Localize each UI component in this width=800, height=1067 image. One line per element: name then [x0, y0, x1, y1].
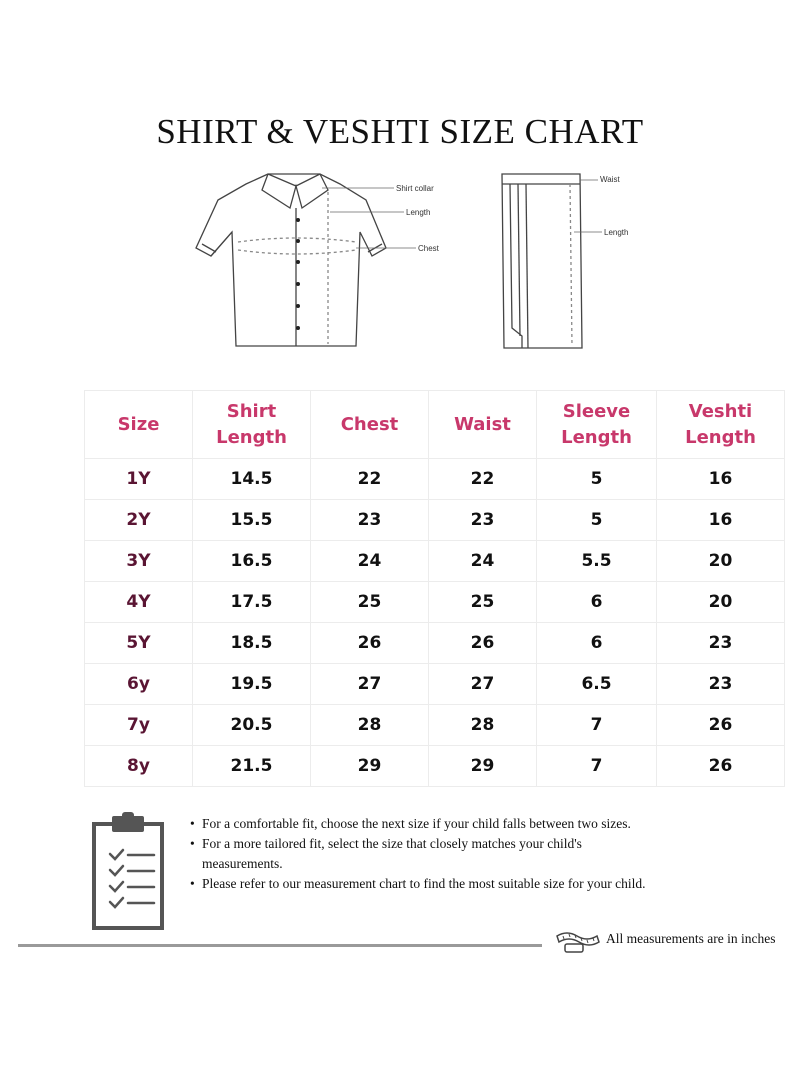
size-cell: 3Y — [85, 541, 193, 582]
veshti-length-callout: Length — [604, 228, 629, 237]
waist-cell: 22 — [429, 459, 537, 500]
veshti-callout-lines — [574, 180, 602, 232]
size-cell: 5Y — [85, 623, 193, 664]
chest-cell: 22 — [311, 459, 429, 500]
waist-cell: 29 — [429, 746, 537, 787]
measuring-tape-icon — [555, 928, 601, 959]
header-veshti-length: Veshti Length — [657, 391, 785, 459]
size-cell: 7y — [85, 705, 193, 746]
waist-cell: 28 — [429, 705, 537, 746]
list-item: • For a comfortable fit, choose the next size if your child falls between two sizes. — [190, 814, 650, 834]
shirt-length-cell: 18.5 — [193, 623, 311, 664]
veshti-length-cell: 26 — [657, 705, 785, 746]
sleeve-length-cell: 7 — [537, 705, 657, 746]
sleeve-length-cell: 7 — [537, 746, 657, 787]
garment-illustrations — [0, 160, 800, 360]
waist-cell: 25 — [429, 582, 537, 623]
chest-cell: 28 — [311, 705, 429, 746]
header-sleeve-length: Sleeve Length — [537, 391, 657, 459]
chest-cell: 26 — [311, 623, 429, 664]
chest-cell: 29 — [311, 746, 429, 787]
waist-cell: 23 — [429, 500, 537, 541]
table-row — [85, 459, 785, 500]
sleeve-length-cell: 5.5 — [537, 541, 657, 582]
table-row — [85, 500, 785, 541]
chest-cell: 27 — [311, 664, 429, 705]
waist-cell: 24 — [429, 541, 537, 582]
table-row — [85, 705, 785, 746]
list-item: • For a more tailored fit, select the size that closely matches your child's measurements. — [190, 834, 650, 874]
sleeve-length-cell: 5 — [537, 459, 657, 500]
clipboard-checklist-icon — [90, 812, 166, 937]
sleeve-length-cell: 6.5 — [537, 664, 657, 705]
chest-cell: 23 — [311, 500, 429, 541]
table-row — [85, 623, 785, 664]
shirt-length-cell: 21.5 — [193, 746, 311, 787]
shirt-length-callout: Length — [406, 208, 431, 217]
header-shirt-length: Shirt Length — [193, 391, 311, 459]
size-cell: 4Y — [85, 582, 193, 623]
shirt-chest-callout: Chest — [418, 244, 439, 253]
shirt-length-cell: 14.5 — [193, 459, 311, 500]
fit-notes-list — [190, 814, 650, 894]
chest-cell: 24 — [311, 541, 429, 582]
table-row — [85, 582, 785, 623]
size-cell: 1Y — [85, 459, 193, 500]
sleeve-length-cell: 6 — [537, 623, 657, 664]
veshti-length-cell: 23 — [657, 664, 785, 705]
size-cell: 2Y — [85, 500, 193, 541]
shirt-callout-lines — [322, 188, 416, 248]
veshti-illustration — [502, 174, 582, 348]
veshti-length-cell: 20 — [657, 582, 785, 623]
shirt-collar-callout: Shirt collar — [396, 184, 434, 193]
header-size: Size — [85, 391, 193, 459]
table-header-row — [85, 391, 785, 459]
veshti-length-cell: 20 — [657, 541, 785, 582]
page-title: SHIRT & VESHTI SIZE CHART — [156, 112, 644, 151]
units-note: All measurements are in inches — [606, 931, 776, 946]
shirt-length-cell: 20.5 — [193, 705, 311, 746]
waist-cell: 26 — [429, 623, 537, 664]
size-cell: 6y — [85, 664, 193, 705]
list-item: • Please refer to our measurement chart to find the most suitable size for your child. — [190, 874, 650, 894]
header-waist: Waist — [429, 391, 537, 459]
table-row — [85, 664, 785, 705]
veshti-length-cell: 16 — [657, 459, 785, 500]
table-row — [85, 746, 785, 787]
size-table — [84, 390, 785, 787]
header-chest: Chest — [311, 391, 429, 459]
table-row — [85, 541, 785, 582]
shirt-length-cell: 15.5 — [193, 500, 311, 541]
veshti-length-cell: 16 — [657, 500, 785, 541]
sleeve-length-cell: 6 — [537, 582, 657, 623]
garment-diagram — [0, 160, 800, 360]
sleeve-length-cell: 5 — [537, 500, 657, 541]
veshti-waist-callout: Waist — [600, 175, 620, 184]
waist-cell: 27 — [429, 664, 537, 705]
shirt-length-cell: 17.5 — [193, 582, 311, 623]
footer-divider — [18, 944, 542, 947]
size-cell: 8y — [85, 746, 193, 787]
shirt-length-cell: 16.5 — [193, 541, 311, 582]
shirt-length-cell: 19.5 — [193, 664, 311, 705]
shirt-illustration — [196, 174, 386, 346]
veshti-length-cell: 26 — [657, 746, 785, 787]
chest-cell: 25 — [311, 582, 429, 623]
veshti-length-cell: 23 — [657, 623, 785, 664]
